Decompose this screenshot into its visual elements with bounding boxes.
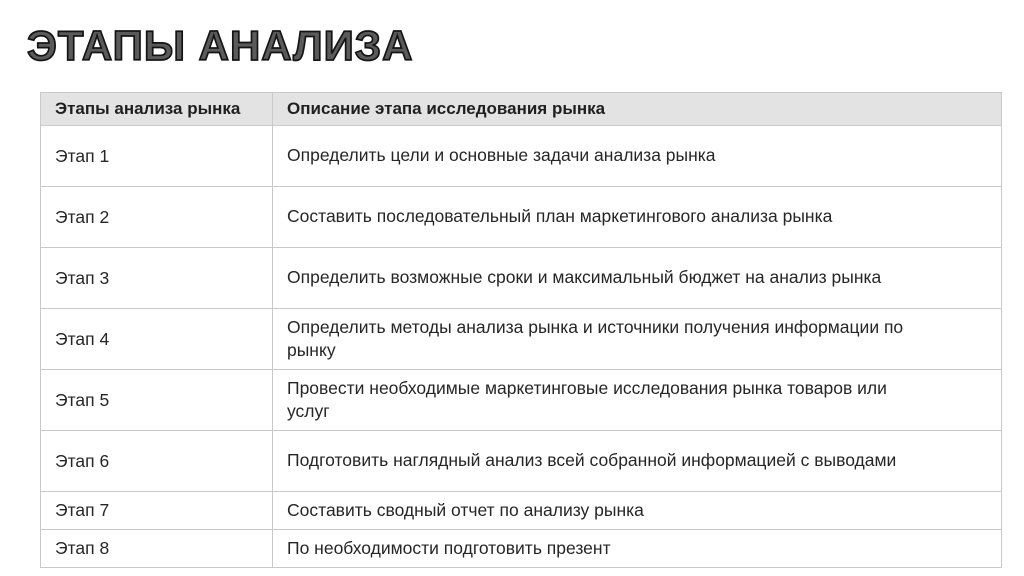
stage-description-text: Определить цели и основные задачи анализа рынка (287, 145, 716, 166)
stage-description (273, 248, 1002, 309)
stage-label: Этап 1 (41, 126, 273, 187)
column-header-description: Описание этапа исследования рынка (273, 93, 1002, 126)
stages-table (40, 92, 1002, 568)
stage-description-text: Составить сводный отчет по анализу рынка (287, 499, 644, 520)
column-header-stages: Этапы анализа рынка (41, 93, 273, 126)
table-row (41, 431, 1002, 492)
stage-label: Этап 6 (41, 431, 273, 492)
table-row (41, 187, 1002, 248)
page-title: ЭТАПЫ АНАЛИЗА (27, 22, 414, 69)
stage-label: Этап 3 (41, 248, 273, 309)
stage-description-text: По необходимости подготовить презент (287, 537, 611, 558)
stage-label: Этап 8 (41, 530, 273, 568)
stage-label: Этап 2 (41, 187, 273, 248)
stage-label: Этап 7 (41, 492, 273, 530)
stage-description (273, 126, 1002, 187)
table-row (41, 126, 1002, 187)
table-header-row (41, 93, 1002, 126)
stage-description-text: Определить возможные сроки и максимальный бюджет на анализ рынка (287, 267, 882, 288)
stage-description-text: Подготовить наглядный анализ всей собранной информацией с выводами (287, 450, 897, 471)
stage-description (273, 530, 1002, 568)
table-row (41, 370, 1002, 431)
stage-description (273, 187, 1002, 248)
stage-description (273, 309, 1002, 370)
stage-label: Этап 4 (41, 309, 273, 370)
stage-description-text: Составить последовательный план маркетингового анализа рынка (287, 206, 833, 227)
stage-description (273, 431, 1002, 492)
stage-description (273, 492, 1002, 530)
table-row (41, 530, 1002, 568)
stage-label: Этап 5 (41, 370, 273, 431)
stage-description-text: Провести необходимые маркетинговые исследования рынка товаров или услуг (287, 377, 887, 421)
stage-description (273, 370, 1002, 431)
stage-description-text: Определить методы анализа рынка и источники получения информации по рынку (287, 316, 904, 360)
table-row (41, 492, 1002, 530)
table-row (41, 309, 1002, 370)
table-row (41, 248, 1002, 309)
